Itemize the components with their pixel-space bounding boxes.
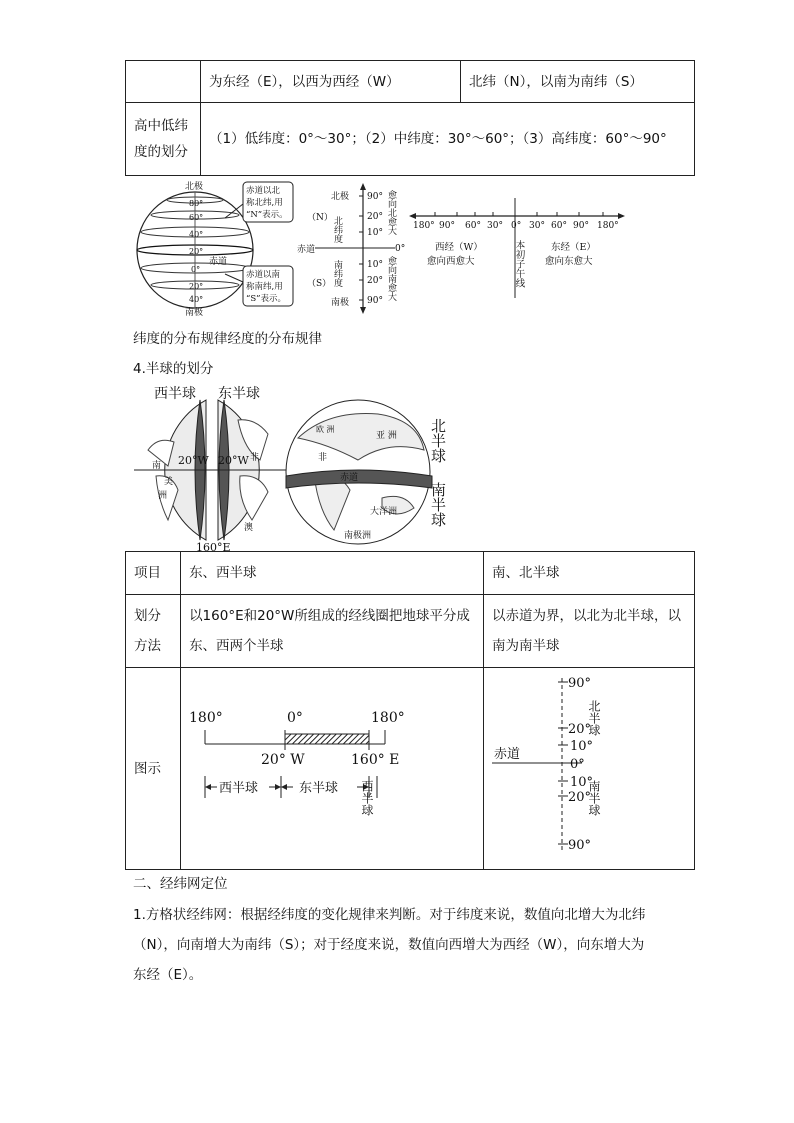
svg-text:西半球: 西半球	[219, 781, 259, 796]
svg-text:（N）: （N）	[307, 213, 333, 223]
svg-text:0°: 0°	[287, 710, 303, 726]
paragraph-line-1: 1.方格状经纬网：根据经纬度的变化规律来判断。对于纬度来说，数值向北增大为北纬	[133, 907, 646, 923]
svg-text:10°: 10°	[570, 739, 594, 754]
svg-text:160° E: 160° E	[351, 752, 400, 768]
latitude-division-content: （1）低纬度：0°～30°；（2）中纬度：30°～60°；（3）高纬度：60°～90°	[201, 103, 695, 176]
svg-text:180°: 180°	[371, 710, 405, 726]
svg-text:40°: 40°	[189, 230, 204, 239]
svg-text:南半球: 南半球	[587, 780, 601, 816]
svg-text:非: 非	[250, 453, 260, 463]
svg-text:愈向北愈大: 愈向北愈大	[386, 190, 396, 235]
latitude-table	[125, 60, 695, 176]
svg-text:160°E: 160°E	[196, 541, 231, 552]
north-south-globe	[286, 400, 432, 544]
svg-text:澳: 澳	[244, 523, 254, 533]
svg-text:20°W: 20°W	[218, 454, 249, 467]
svg-text:非: 非	[318, 453, 328, 463]
latitude-longitude-figure	[125, 178, 645, 318]
svg-text:20°: 20°	[367, 212, 383, 222]
svg-text:“S”表示。: “S”表示。	[246, 294, 287, 304]
svg-text:10°: 10°	[367, 228, 383, 238]
svg-text:赤道: 赤道	[297, 245, 316, 255]
hemisphere-heading: 4.半球的划分	[133, 361, 214, 377]
globe-equator: 赤道	[209, 257, 228, 267]
east-west-cell: 为东经（E），以西为西经（W）	[201, 61, 461, 103]
svg-text:赤道: 赤道	[494, 747, 521, 762]
svg-text:洲: 洲	[158, 491, 168, 501]
svg-text:愈向西愈大: 愈向西愈大	[427, 256, 475, 267]
svg-text:10°: 10°	[367, 260, 383, 270]
svg-text:60°: 60°	[551, 221, 567, 231]
svg-text:本初子午线: 本初子午线	[513, 240, 525, 288]
svg-text:0°: 0°	[395, 244, 406, 254]
svg-text:赤道以南: 赤道以南	[246, 270, 281, 280]
svg-text:20°: 20°	[568, 722, 592, 737]
empty-cell	[126, 61, 201, 103]
latitude-scale	[297, 183, 405, 314]
svg-text:（S）: （S）	[307, 279, 332, 289]
globe-north-pole: 北极	[185, 182, 204, 192]
svg-text:90°: 90°	[367, 296, 383, 306]
svg-text:亚 洲: 亚 洲	[376, 431, 397, 441]
svg-text:东经（E）: 东经（E）	[551, 242, 596, 253]
svg-text:西经（W）: 西经（W）	[435, 242, 483, 253]
north-south-cell: 北纬（N），以南为南纬（S）	[461, 61, 695, 103]
east-west-diagram-cell	[181, 668, 484, 870]
svg-text:40°: 40°	[189, 295, 204, 304]
svg-text:180°: 180°	[413, 221, 435, 231]
svg-text:90°: 90°	[573, 221, 589, 231]
longitude-scale	[409, 198, 625, 298]
south-hemisphere-label: 南半球	[429, 482, 447, 527]
hemisphere-table: 项目 东、西半球 南、北半球 划分方法 以160°E和20°W所组成的经线圈把地球平分成东、西两个半球 以赤道为界，以北为北半球，以南为南半球 图示 180° 0° 180° 20° W 160° E 西半球 东半球 西半球 90° 20° 10° 0° 10° 20° 90° 赤道 北半球 南半球	[125, 551, 695, 870]
svg-text:0°: 0°	[570, 757, 585, 772]
svg-text:60°: 60°	[189, 213, 204, 222]
svg-text:美: 美	[164, 477, 174, 487]
svg-text:东半球: 东半球	[299, 781, 339, 796]
hemispheres-figure	[128, 380, 468, 552]
north-note	[225, 182, 293, 222]
svg-text:30°: 30°	[487, 221, 503, 231]
svg-text:20°: 20°	[189, 247, 204, 256]
paragraph-line-2: （N），向南增大为南纬（S）；对于经度来说，数值向西增大为西经（W），向东增大为	[133, 937, 645, 953]
svg-text:北极: 北极	[331, 192, 350, 202]
svg-text:北纬度: 北纬度	[332, 216, 342, 243]
svg-text:90°: 90°	[439, 221, 455, 231]
east-west-globe	[134, 385, 290, 552]
svg-text:东半球: 东半球	[218, 386, 260, 402]
svg-text:90°: 90°	[367, 192, 383, 202]
svg-text:90°: 90°	[568, 676, 592, 691]
svg-text:南极: 南极	[331, 298, 350, 308]
figure-caption: 纬度的分布规律经度的分布规律	[133, 331, 322, 347]
south-note	[225, 266, 293, 306]
svg-text:90°: 90°	[568, 838, 592, 853]
svg-text:180°: 180°	[189, 710, 223, 726]
svg-text:180°: 180°	[597, 221, 619, 231]
svg-text:愈向南愈大: 愈向南愈大	[386, 256, 396, 301]
svg-text:南极洲: 南极洲	[344, 531, 372, 541]
svg-text:20°W: 20°W	[178, 454, 209, 467]
svg-text:称北纬,用: 称北纬,用	[246, 198, 283, 208]
svg-text:30°: 30°	[529, 221, 545, 231]
latitude-globe	[137, 180, 253, 318]
svg-text:80°: 80°	[189, 199, 204, 208]
svg-text:南纬度: 南纬度	[332, 260, 342, 287]
north-south-diagram	[484, 668, 694, 858]
east-west-diagram	[181, 668, 481, 858]
svg-text:0°: 0°	[511, 221, 522, 231]
svg-text:赤道: 赤道	[340, 473, 359, 483]
svg-text:0°: 0°	[191, 265, 201, 274]
globe-south-pole: 南极	[185, 308, 204, 318]
svg-text:20°: 20°	[367, 276, 383, 286]
svg-text:“N”表示。: “N”表示。	[246, 210, 288, 220]
north-south-diagram-cell	[484, 668, 695, 870]
svg-text:西半球: 西半球	[154, 386, 196, 402]
svg-text:愈向东愈大: 愈向东愈大	[545, 256, 593, 267]
section-heading: 二、经纬网定位	[133, 876, 228, 892]
svg-text:南: 南	[152, 461, 162, 471]
svg-text:西半球: 西半球	[360, 780, 375, 816]
svg-text:大洋洲: 大洋洲	[370, 507, 398, 517]
svg-text:称南纬,用: 称南纬,用	[246, 282, 283, 292]
svg-text:10°: 10°	[570, 775, 594, 790]
svg-text:20°: 20°	[568, 790, 592, 805]
paragraph-line-3: 东经（E）。	[133, 967, 203, 983]
latitude-division-label: 高中低纬度的划分	[126, 103, 201, 176]
svg-text:20°: 20°	[189, 282, 204, 291]
svg-text:北半球: 北半球	[587, 700, 601, 736]
svg-text:欧 洲: 欧 洲	[316, 425, 335, 434]
north-hemisphere-label: 北半球	[429, 418, 447, 463]
svg-text:赤道以北: 赤道以北	[246, 186, 281, 196]
svg-text:60°: 60°	[465, 221, 481, 231]
svg-text:20° W: 20° W	[261, 752, 305, 768]
